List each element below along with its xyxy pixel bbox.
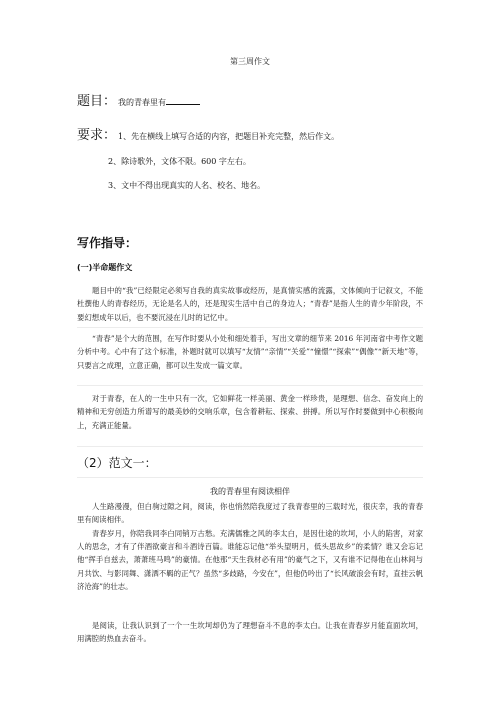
requirements-label-line bbox=[77, 124, 339, 143]
guide-paragraph: 对于青春，在人的一生中只有一次，它如鲜花一样美丽、黄金一样珍贵，是理想、信念、奋发向上的精神和无穷创造力所谱写的最美妙的交响乐章，包含着耕耘、探索、拼搏。所以写作时要做到中心积极向上，充满正能量。 bbox=[77, 394, 423, 430]
essay-paragraph: 是阅读，让我认识到了一个一生坎坷却仍为了理想奋斗不息的李太白。让我在青春岁月能直面坎坷，用满腔的热血去奋斗。 bbox=[77, 621, 423, 644]
essay-title: 我的青春里有阅读相伴 bbox=[210, 487, 290, 496]
page-title: 第三周作文 bbox=[230, 57, 270, 66]
essay-paragraph: 人生路漫漫，但白驹过隙之间，阅读，你也悄然陪我度过了我青春里的三载时光，很庆幸，我的青春里有阅读相伴。 bbox=[77, 502, 423, 525]
divider bbox=[77, 477, 423, 478]
topic-blank-line bbox=[166, 96, 200, 105]
essay-section-heading: （2）范文一： bbox=[77, 456, 157, 470]
divider bbox=[77, 385, 423, 386]
requirements-label: 要求： bbox=[77, 128, 117, 143]
essay-paragraph: 青春岁月，你陪我同李白同销万古愁。充满儒雅之风的李太白，是因仕途的坎坷，小人的陷害，对家人的思念，才有了伴酒欲豪言和斗酒诗百篇。谁能忘记他“举头望明月，低头思故乡”的柔情？谁又会忘记他“挥手自兹去，萧萧班马鸣”的豪情。在他那“天生我材必有用”的豪气之下，又有谁不记得他在山林间与月共饮、与影同舞、潇洒不羁的正气？虽然“多歧路，今安在”，但他仍吟出了“长风破浪会有时，直挂云帆济沧海”的壮志。 bbox=[77, 529, 423, 591]
requirement-item-3: 3、文中不得出现真实的人名、校名、地名。 bbox=[108, 181, 266, 190]
guide-subheading: (一)半命题作文 bbox=[77, 263, 133, 272]
requirement-item-2: 2、除诗歌外，文体不限。600 字左右。 bbox=[108, 157, 251, 166]
topic-line bbox=[77, 90, 200, 109]
divider bbox=[77, 446, 423, 447]
topic-text: 我的青春里有 bbox=[118, 98, 167, 107]
topic-label: 题目： bbox=[77, 94, 117, 109]
guide-paragraph: 题目中的“我”已经限定必须写自我的真实故事或经历，是真情实感的流露，文体倾向于记叙文，不能杜撰他人的青春经历，无论是名人的，还是现实生活中自己的身边人；“青春”是指人生的青少年阶段，不要幻想成年以后，也不要沉浸在儿时的记忆中。 bbox=[77, 286, 423, 322]
requirement-item-1: 1、先在横线上填写合适的内容，把题目补充完整，然后作文。 bbox=[118, 132, 340, 141]
guide-paragraph: “青春”是个大的范围，在写作时要从小处和细处着手，写出文章的细节来 2016 年河南省中考作文题分析中考。心中有了这个标准，补题时就可以填写“友情”“亲情”“关爱”“憧憬”“探索”“偶像”“新天地”等，只要言之成理，立意正确，都可以生发成一篇文章。 bbox=[77, 334, 423, 370]
guide-heading: 写作指导： bbox=[77, 236, 138, 250]
divider bbox=[77, 327, 423, 328]
